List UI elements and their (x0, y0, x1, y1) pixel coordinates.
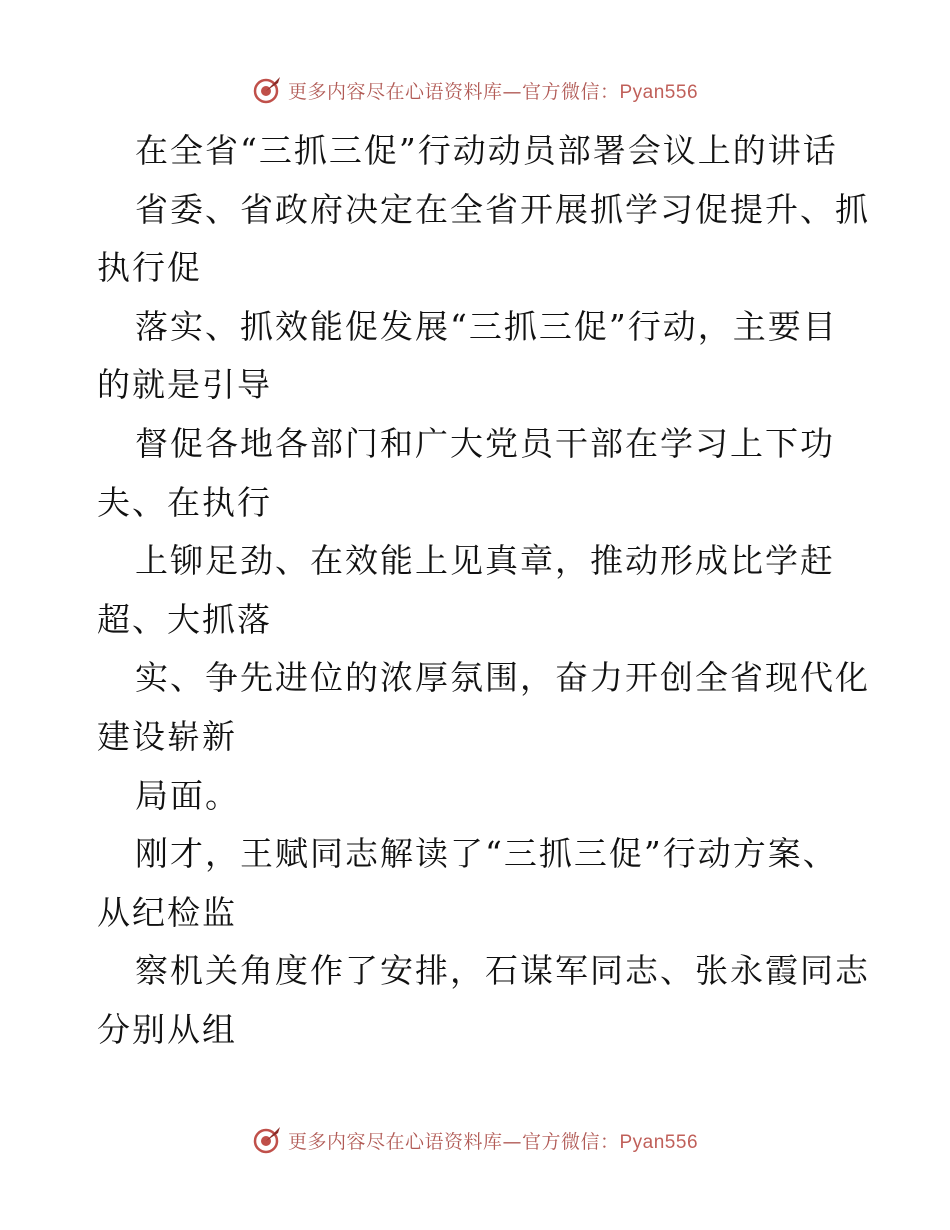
text-line: 省委、省政府决定在全省开展抓学习促提升、抓 (135, 189, 870, 229)
text-line: 落实、抓效能促发展“三抓三促”行动，主要目 (135, 306, 838, 346)
text-line: 超、大抓落 (97, 599, 272, 639)
text-line: 实、争先进位的浓厚氛围，奋力开创全省现代化 (135, 658, 870, 698)
text-line: 刚才，王赋同志解读了“三抓三促”行动方案、 (135, 834, 838, 874)
text-line: 执行促 (97, 248, 202, 288)
text-line: 在全省“三抓三促”行动动员部署会议上的讲话 (135, 131, 838, 170)
quill-logo-icon (252, 1125, 282, 1155)
text-line: 建设崭新 (97, 716, 237, 756)
text-line: 上铆足劲、在效能上见真章，推动形成比学赶 (135, 541, 835, 581)
header-banner-text: 更多内容尽在心语资料库—官方微信：Pyan556 (287, 80, 699, 103)
text-line: 从纪检监 (97, 892, 237, 932)
header-banner (0, 70, 950, 110)
quill-logo-icon (252, 75, 282, 105)
document-body (97, 122, 870, 1060)
text-line: 察机关角度作了安排，石谋军同志、张永霞同志 (135, 951, 870, 991)
footer-banner (0, 1120, 950, 1160)
footer-banner-text: 更多内容尽在心语资料库—官方微信：Pyan556 (287, 1130, 699, 1153)
text-line: 夫、在执行 (97, 482, 272, 522)
text-line: 分别从组 (97, 1009, 237, 1049)
text-line: 局面。 (135, 775, 240, 815)
text-line: 督促各地各部门和广大党员干部在学习上下功 (135, 423, 835, 463)
text-line: 的就是引导 (97, 365, 272, 405)
